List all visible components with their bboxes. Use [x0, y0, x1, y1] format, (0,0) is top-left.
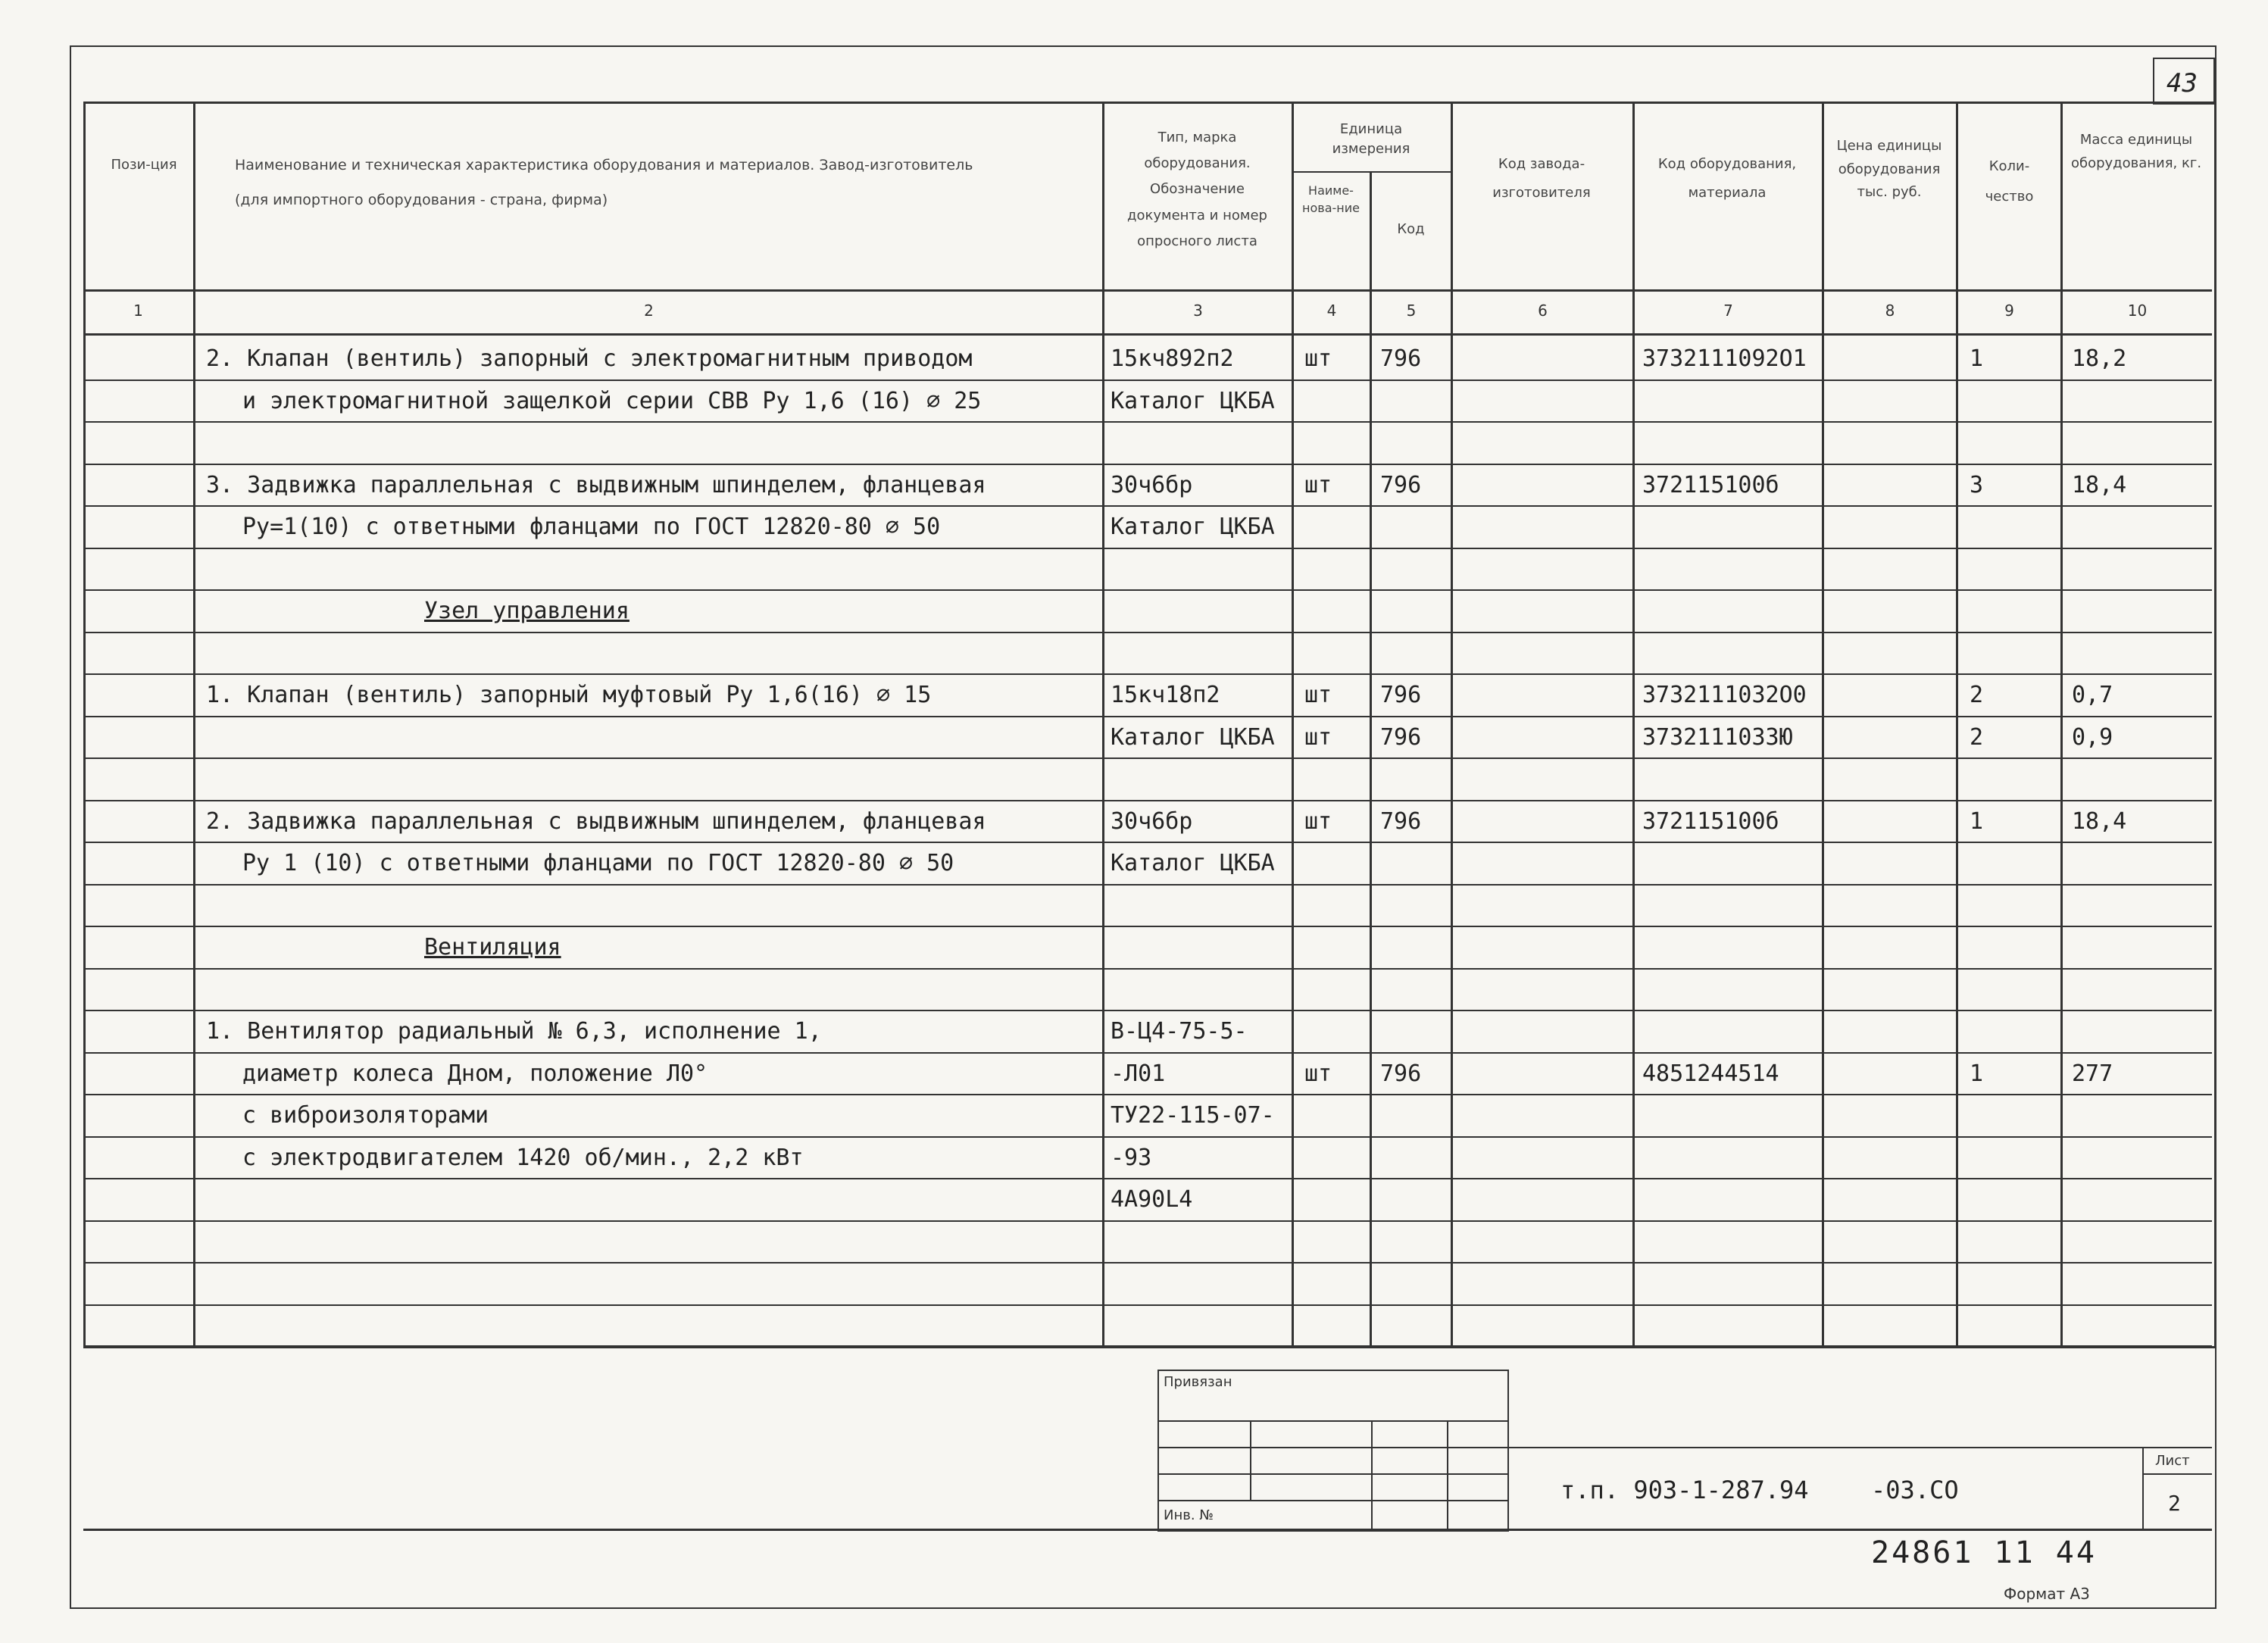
row-line [83, 589, 2212, 591]
col-line [1292, 102, 1294, 1345]
col-num: 10 [2127, 301, 2148, 320]
bottom-frame-line [83, 1529, 2212, 1531]
table-cell-unit: шт [1304, 471, 1332, 498]
stamp-line [1157, 1473, 1507, 1475]
sheet-number: 2 [2168, 1491, 2181, 1516]
table-cell-name: с виброизоляторами [242, 1102, 489, 1129]
row-line [83, 464, 2212, 465]
table-cell-code: 372115100б [1642, 807, 1779, 835]
col-num: 5 [1406, 301, 1417, 320]
table-cell-code: 3732111033Ю [1642, 723, 1793, 751]
table-cell-mass: 18,2 [2072, 345, 2127, 372]
table-cell-unit-code: 796 [1380, 471, 1422, 498]
table-cell-mass: 0,7 [2072, 682, 2113, 708]
table-cell-code: 3732111032О0 [1642, 682, 1807, 708]
title-block-top-line [83, 1345, 2212, 1348]
table-cell-qty: 2 [1970, 682, 1984, 708]
col-num: 4 [1326, 301, 1337, 320]
row-line [83, 968, 2212, 970]
stamp-line [1250, 1420, 1251, 1500]
format-label: Формат А3 [2004, 1585, 2090, 1603]
table-cell-type: -Л01 [1111, 1060, 1166, 1087]
bound-label: Привязан [1164, 1374, 1232, 1390]
header-code: Код оборудования, материала [1657, 156, 1797, 201]
stamp-line [1157, 1500, 1507, 1501]
table-cell-qty: 1 [1970, 1060, 1984, 1087]
stamp-line [1157, 1447, 1507, 1448]
table-cell-mass: 277 [2072, 1060, 2113, 1087]
col-line [2060, 102, 2063, 1345]
row-line [83, 548, 2212, 549]
row-line [83, 842, 2212, 843]
table-cell-name: 3. Задвижка параллельная с выдвижным шпинделем, фланцевая [206, 471, 986, 498]
header-mass: Масса единицы оборудования, кг. [2070, 132, 2202, 171]
header-type: Тип, марка оборудования. Обозначение документа и номер опросного листа [1127, 130, 1267, 249]
table-cell-type: 30ч6бр [1111, 471, 1193, 498]
col-line [1451, 102, 1453, 1345]
row-line [83, 1304, 2212, 1306]
table-cell-qty: 1 [1970, 807, 1984, 835]
table-cell-type: 30ч6бр [1111, 807, 1193, 835]
table-cell-name: диаметр колеса Дном, положение Л0° [242, 1060, 708, 1087]
table-cell-mass: 0,9 [2072, 723, 2113, 751]
table-cell-mass: 18,4 [2072, 471, 2127, 498]
row-line [83, 421, 2212, 423]
table-cell-name: Узел управления [424, 598, 629, 624]
header-unit: Единица измерения [1332, 121, 1410, 158]
row-line [83, 632, 2212, 633]
table-cell-name: и электромагнитной защелкой серии СВВ Ру 1,6 (16) ⌀ 25 [242, 387, 982, 414]
unit-header-line [1292, 171, 1453, 173]
row-line [83, 673, 2212, 675]
col-line [193, 102, 195, 1345]
table-cell-name: 1. Вентилятор радиальный № 6,3, исполнение 1, [206, 1018, 822, 1045]
row-line [83, 505, 2212, 507]
table-cell-type: ТУ22-115-07- [1111, 1102, 1275, 1129]
table-cell-code: 372115100б [1642, 471, 1779, 498]
row-line [83, 1010, 2212, 1011]
table-cell-type: Каталог ЦКБА [1111, 723, 1275, 751]
number-row-line [83, 333, 2212, 336]
table-cell-type: Каталог ЦКБА [1111, 850, 1275, 876]
page-number: 43 [2166, 68, 2198, 98]
table-cell-qty: 2 [1970, 723, 1984, 751]
col-num: 3 [1193, 301, 1203, 320]
row-line [83, 926, 2212, 927]
col-line [1102, 102, 1104, 1345]
table-cell-type: 15кч18п2 [1111, 682, 1220, 708]
row-line [83, 1052, 2212, 1054]
table-cell-unit-code: 796 [1380, 807, 1422, 835]
col-num: 1 [133, 301, 143, 320]
stamp-line [1157, 1420, 1507, 1422]
doc-suffix: -03.СО [1871, 1476, 1959, 1504]
table-cell-name: Ру 1 (10) с ответными фланцами по ГОСТ 12820-80 ⌀ 50 [242, 850, 954, 876]
table-cell-type: 15кч892п2 [1111, 345, 1234, 372]
table-cell-code: 4851244514 [1642, 1060, 1779, 1087]
table-cell-name: 2. Задвижка параллельная с выдвижным шпинделем, фланцевая [206, 807, 986, 835]
table-cell-unit: шт [1304, 807, 1332, 835]
stamp-line [1447, 1420, 1448, 1529]
row-line [83, 757, 2212, 759]
header-unit-code: Код [1397, 221, 1425, 237]
col-num: 2 [644, 301, 654, 320]
header-supplier: Код завода-изготовителя [1492, 156, 1591, 201]
row-line [83, 716, 2212, 717]
table-cell-unit-code: 796 [1380, 682, 1422, 708]
header-name: Наименование и техническая характеристика оборудования и материалов. Завод-изготовитель (для импортного оборудования - страна, фирма) [235, 157, 973, 208]
table-cell-name: Вентиляция [424, 934, 561, 960]
row-line [83, 1220, 2212, 1222]
header-qty: Коли-чество [1985, 158, 2034, 205]
header-price: Цена единицы оборудования тыс. руб. [1836, 138, 1942, 201]
row-line [83, 380, 2212, 381]
table-cell-type: 4А90L4 [1111, 1186, 1193, 1213]
inventory-stamp: 24861 11 44 [1871, 1535, 2097, 1570]
col-line [1822, 102, 1824, 1345]
table-cell-unit: шт [1304, 723, 1332, 751]
table-cell-code: 3732111092О1 [1642, 345, 1807, 372]
table-cell-unit: шт [1304, 345, 1332, 372]
col-num: 9 [2004, 301, 2014, 320]
row-line [83, 1136, 2212, 1138]
header-unit-name: Наиме-нова-ние [1302, 183, 1360, 216]
table-cell-name: с электродвигателем 1420 об/мин., 2,2 кВт [242, 1144, 804, 1171]
stamp-line [1371, 1420, 1373, 1529]
table-cell-mass: 18,4 [2072, 807, 2127, 835]
col-num: 8 [1885, 301, 1895, 320]
table-cell-unit-code: 796 [1380, 1060, 1422, 1087]
inv-label: Инв. № [1164, 1507, 1214, 1523]
table-cell-qty: 1 [1970, 345, 1984, 372]
row-line [83, 800, 2212, 801]
title-line [2142, 1447, 2144, 1530]
title-line [1507, 1447, 2212, 1448]
table-cell-name: 2. Клапан (вентиль) запорный с электромагнитным приводом [206, 345, 973, 372]
table-cell-name: Ру=1(10) с ответными фланцами по ГОСТ 12820-80 ⌀ 50 [242, 514, 941, 540]
table-cell-unit: шт [1304, 682, 1332, 708]
table-cell-type: В-Ц4-75-5- [1111, 1018, 1248, 1045]
col-line [1956, 102, 1958, 1345]
table-cell-unit-code: 796 [1380, 345, 1422, 372]
doc-number: т.п. 903-1-287.94 [1560, 1476, 1809, 1504]
title-line [2142, 1473, 2212, 1475]
table-cell-type: -93 [1111, 1144, 1152, 1171]
table-cell-type: Каталог ЦКБА [1111, 514, 1275, 540]
col-line [1632, 102, 1635, 1345]
table-cell-name: 1. Клапан (вентиль) запорный муфтовый Ру 1,6(16) ⌀ 15 [206, 682, 932, 708]
col-num: 6 [1538, 301, 1548, 320]
header-pos: Пози-ция [111, 157, 177, 173]
row-line [83, 1178, 2212, 1179]
sheet-label: Лист [2155, 1453, 2190, 1469]
row-line [83, 1094, 2212, 1095]
row-line [83, 884, 2212, 886]
header-bottom-line [83, 289, 2212, 292]
table-cell-type: Каталог ЦКБА [1111, 387, 1275, 414]
col-num: 7 [1723, 301, 1733, 320]
table-cell-unit-code: 796 [1380, 723, 1422, 751]
row-line [83, 1262, 2212, 1263]
table-cell-unit: шт [1304, 1060, 1332, 1087]
table-cell-qty: 3 [1970, 471, 1984, 498]
